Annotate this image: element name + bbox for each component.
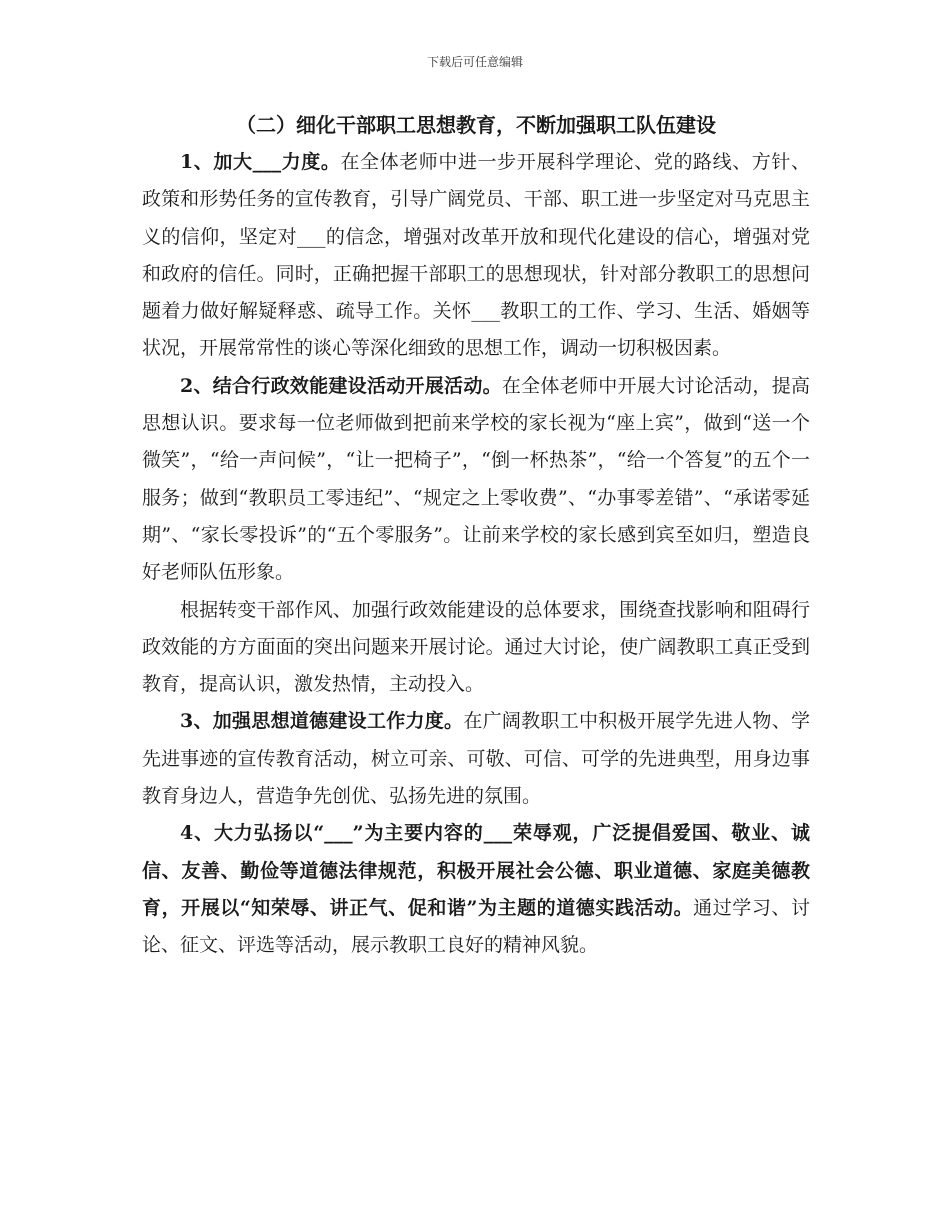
paragraph-4 [142,703,810,815]
section-heading: （二）细化干部职工思想教育，不断加强职工队伍建设 [236,113,716,137]
paragraph-5-body: 通过学习、讨论、征文、评选等活动，展示教职工良好的精神风貌。 [142,896,810,957]
paragraph-1-body: 在全体老师中进一步开展科学理论、党的路线、方针、政策和形势任务的宣传教育，引导广阔党员、干部、职工进一步坚定对马克思主义的信仰，坚定对___的信念，增强对改革开放和现代化建设的信心，增强对党和政府的信任。同时，正确把握干部职工的思想现状，针对部分教职工的思想问题着力做好解疑释惑、疏导工作。关怀___教职工的工作、学习、生活、婚姻等状况，开展常常性的谈心等深化细致的思想工作，调动一切积极因素。 [142,151,810,360]
paragraph-2-lead: 2、结合行政效能建设活动开展活动。 [180,374,502,397]
paragraph-1-lead: 1、加大___力度。 [180,151,341,173]
paragraph-2 [142,368,810,592]
paragraph-2-body: 在全体老师中开展大讨论活动，提高思想认识。要求每一位老师做到把前来学校的家长视为“座上宾”，做到“送一个微笑”，“给一声问候”，“让一把椅子”，“倒一杯热茶”，“给一个答复”的五个一服务；做到“教职员工零违纪”、“规定之上零收费”、“办事零差错”、“承诺零延期”、“家长零投诉”的“五个零服务”。让前来学校的家长感到宾至如归，塑造良好老师队伍形象。 [142,374,810,584]
paragraph-4-body: 在广阔教职工中积极开展学先进人物、学先进事迹的宣传教育活动，树立可亲、可敬、可信、可学的先进典型，用身边事教育身边人，营造争先创优、弘扬先进的氛围。 [142,710,810,808]
paragraph-3 [142,592,810,704]
paragraph-3-body: 根据转变干部作风、加强行政效能建设的总体要求，围绕查找影响和阻碍行政效能的方方面面的突出问题来开展讨论。通过大讨论，使广阔教职工真正受到教育，提高认识，激发热情，主动投入。 [142,598,810,696]
paragraph-1 [142,144,810,368]
document-body [142,106,810,965]
paragraph-5 [142,815,810,964]
page-header-note: 下载后可任意编辑 [426,55,523,69]
paragraph-4-lead: 3、加强思想道德建设工作力度。 [180,710,464,733]
paragraph-5-lead: 4、大力弘扬以“___”为主要内容的___荣辱观，广泛提倡爱国、敬业、诚信、友善、勤俭等道德法律规范，积极开展社会公德、职业道德、家庭美德教育，开展以“知荣辱、讲正气、促和谐”为主题的道德实践活动。 [142,822,810,919]
